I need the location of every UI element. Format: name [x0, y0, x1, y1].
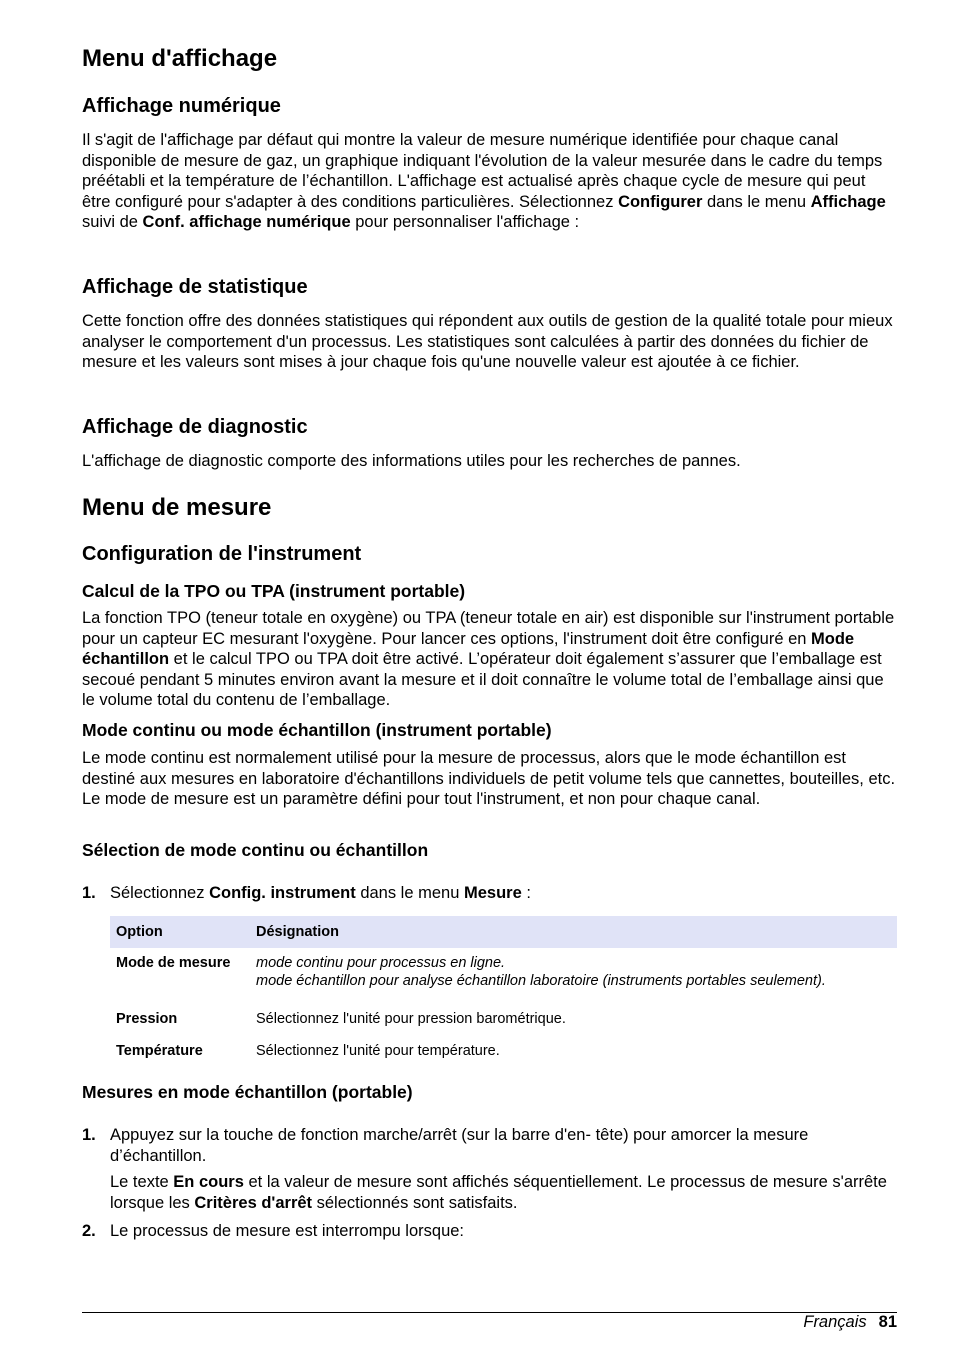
text-run: Il s'agit de l'affichage par défaut qui montre la valeur de mesure numérique identifiée pour chaque canal disponible de mesure de gaz, un graphique indiquant l'évolution de la valeur mesurée dans le cadre du temps préétabli et la température de l’échantillon. L'affichage est actualisé après chaque cycle de mesure qui peut être configuré pour s'adapter à des conditions particulières. Sélectionnez: [82, 131, 883, 211]
heading-config-instrument: Configuration de l'instrument: [82, 543, 362, 565]
footer-divider: [82, 1312, 897, 1313]
text-run: sélectionnés sont satisfaits.: [312, 1193, 518, 1212]
paragraph-calcul-tpo: [82, 608, 897, 711]
options-table: [110, 916, 897, 1067]
text-run: :: [521, 884, 531, 902]
text-run: suivi de: [82, 213, 143, 231]
heading-mode-continu: Mode continu ou mode échantillon (instrument portable): [82, 720, 552, 740]
text-run: dans le menu: [355, 884, 464, 902]
header-designation: Désignation: [250, 916, 897, 948]
text-run: dans le menu: [702, 192, 811, 211]
step-number: 1.: [82, 1126, 96, 1144]
footer-language: Français: [803, 1313, 867, 1331]
text-run: et la valeur de mesure sont affichés séquentiellement. Le processus de mesure s'arrête lorsque les: [110, 1173, 887, 1212]
table-row: [110, 948, 897, 997]
step-m1: [82, 1125, 897, 1213]
description-line: mode continu pour processus en ligne.: [256, 955, 506, 971]
table-row: [110, 1035, 897, 1067]
heading-affichage-diagnostic: Affichage de diagnostic: [82, 416, 308, 438]
heading-menu-mesure: Menu de mesure: [82, 494, 272, 521]
heading-affichage-statistique: Affichage de statistique: [82, 276, 308, 298]
header-option: Option: [110, 916, 250, 948]
option-description: Sélectionnez l'unité pour température.: [256, 1043, 500, 1059]
step-number: 2.: [82, 1222, 96, 1240]
option-name: Température: [116, 1043, 203, 1059]
table-row: [110, 997, 897, 1035]
term-configurer: Configurer: [618, 192, 703, 211]
step-text: Le processus de mesure est interrompu lorsque:: [110, 1222, 465, 1240]
step-text: [110, 883, 897, 904]
step-number: 1.: [82, 884, 96, 902]
text-run: pour personnaliser l'affichage :: [350, 213, 580, 231]
text-run: et le calcul TPO ou TPA doit être activé. L’opérateur doit également s’assurer que l’emballage est secoué pendant 5 minutes environ avant la mesure et il doit connaître le volume total de l’emballage ainsi que le volume total du contenu de l’emballage.: [82, 650, 884, 709]
heading-menu-affichage: Menu d'affichage: [82, 45, 278, 72]
term-mesure: Mesure: [463, 884, 522, 902]
option-description: Sélectionnez l'unité pour pression barométrique.: [256, 1011, 566, 1027]
paragraph-mode-continu: Le mode continu est normalement utilisé pour la mesure de processus, alors que le mode échantillon est destiné aux mesures en laboratoire d'échantillons individuels de petit volume tels que cannettes, bouteilles, etc. Le mode de mesure est un paramètre défini pour tout l'instrument, et non pour chaque canal.: [82, 749, 896, 808]
text-run: Le texte: [110, 1173, 174, 1191]
text-run: La fonction TPO (teneur totale en oxygène) ou TPA (teneur totale en air) est disponible sur l'instrument portable pour un capteur EC mesurant l'oxygène. Pour lancer ces options, l'instrument doit être configuré en: [82, 609, 895, 648]
paragraph-affichage-diagnostic: L'affichage de diagnostic comporte des informations utiles pour les recherches de pannes.: [82, 452, 741, 470]
table-header-row: [110, 916, 897, 948]
description-line: mode échantillon pour analyse échantillon laboratoire (instruments portables seulement).: [256, 973, 826, 989]
step-text: Appuyez sur la touche de fonction marche/arrêt (sur la barre d'en- tête) pour amorcer la mesure d’échantillon.: [110, 1126, 809, 1165]
page-number: 81: [878, 1313, 897, 1331]
paragraph-affichage-numerique: [82, 130, 897, 233]
option-description: [250, 948, 897, 997]
term-affichage: Affichage: [810, 192, 886, 211]
step-1: [82, 883, 897, 904]
option-name: Mode de mesure: [116, 955, 231, 971]
step-m2: [82, 1221, 897, 1242]
heading-affichage-numerique: Affichage numérique: [82, 95, 281, 117]
option-name: Pression: [116, 1011, 178, 1027]
term-mode-echantillon: Mode échantillon: [82, 629, 855, 668]
heading-mesures-mode: Mesures en mode échantillon (portable): [82, 1082, 413, 1102]
term-en-cours: En cours: [173, 1173, 244, 1191]
term-conf-affichage: Conf. affichage numérique: [142, 213, 351, 231]
text-run: Sélectionnez: [110, 884, 210, 902]
heading-selection-mode: Sélection de mode continu ou échantillon: [82, 840, 429, 860]
term-config-instrument: Config. instrument: [209, 884, 356, 902]
step-subtext: [110, 1172, 897, 1213]
term-criteres-arret: Critères d'arrêt: [194, 1193, 313, 1212]
paragraph-affichage-statistique: Cette fonction offre des données statistiques qui répondent aux outils de gestion de la qualité totale pour mieux analyser le comportement d'un processus. Les statistiques sont calculées à partir des données du fichier de mesure et les valeurs sont mises à jour chaque fois qu'une nouvelle valeur est ajoutée à ce fichier.: [82, 312, 893, 371]
page-footer: [803, 1312, 897, 1332]
heading-calcul-tpo: Calcul de la TPO ou TPA (instrument portable): [82, 581, 466, 601]
